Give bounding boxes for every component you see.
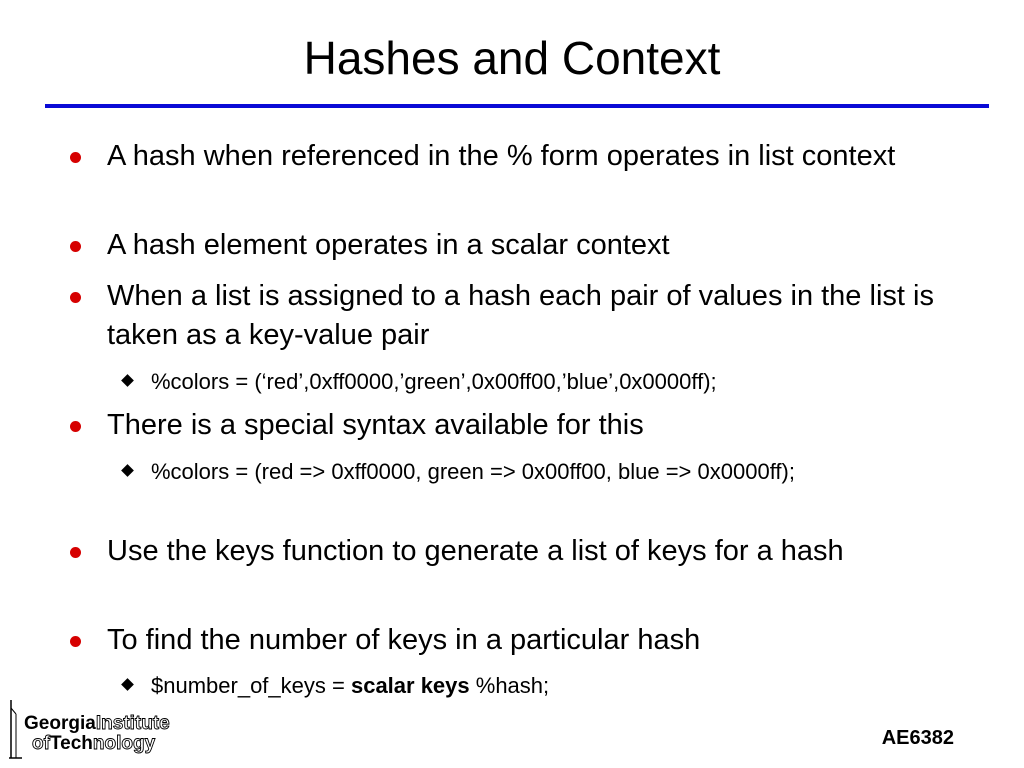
course-code: AE6382: [881, 727, 954, 749]
bullet-text: A hash when referenced in the % form operates in list context: [107, 140, 896, 172]
bullet-dot-icon: [70, 547, 81, 558]
bullet-text: When a list is assigned to a hash each pair of values in the list is taken as a key-value pair: [107, 280, 934, 351]
bullet-text: A hash element operates in a scalar context: [107, 229, 670, 261]
bullet-dot-icon: [70, 421, 81, 432]
code-suffix: %hash;: [469, 673, 550, 698]
bullet-text: Use the keys function to generate a list of keys for a hash: [107, 535, 844, 567]
slide-title: Hashes and Context: [303, 32, 721, 84]
sub-bullet-1: [151, 366, 911, 397]
sub-bullet-text: %colors = (‘red’,0xff0000,’green’,0x00ff00,’blue’,0x0000ff);: [151, 369, 717, 394]
sub-bullet-text: %colors = (red => 0xff0000, green => 0x00ff00, blue => 0x0000ff);: [151, 459, 795, 484]
diamond-bullet-icon: [121, 374, 134, 387]
bullet-text: There is a special syntax available for this: [107, 409, 644, 441]
bullet-4: [107, 406, 947, 445]
svg-text:GeorgiaInstitute: [24, 713, 170, 734]
bullet-5: [107, 532, 947, 571]
sub-bullet-3: [151, 670, 911, 701]
bullet-dot-icon: [70, 292, 81, 303]
code-prefix: $number_of_keys =: [151, 673, 351, 698]
bullet-dot-icon: [70, 152, 81, 163]
svg-text:ofTechnology: [32, 733, 156, 754]
logo-of: of: [32, 733, 50, 754]
bullet-6: [107, 621, 947, 660]
georgia-tech-logo: [8, 698, 218, 760]
bullet-3: [107, 277, 947, 355]
diamond-bullet-icon: [121, 464, 134, 477]
bullet-dot-icon: [70, 241, 81, 252]
sub-bullet-2: [151, 456, 861, 487]
logo-tech: Tech: [49, 733, 93, 754]
tower-icon: [9, 700, 22, 758]
logo-georgia: Georgia: [24, 713, 96, 734]
bullet-dot-icon: [70, 636, 81, 647]
code-keyword: scalar keys: [350, 673, 470, 698]
bullet-text: To find the number of keys in a particular hash: [107, 624, 701, 656]
logo-institute: Institute: [95, 713, 170, 734]
bullet-2: [107, 226, 947, 265]
diamond-bullet-icon: [121, 678, 134, 691]
bullet-1: [107, 137, 947, 176]
logo-nology: nology: [92, 733, 156, 754]
